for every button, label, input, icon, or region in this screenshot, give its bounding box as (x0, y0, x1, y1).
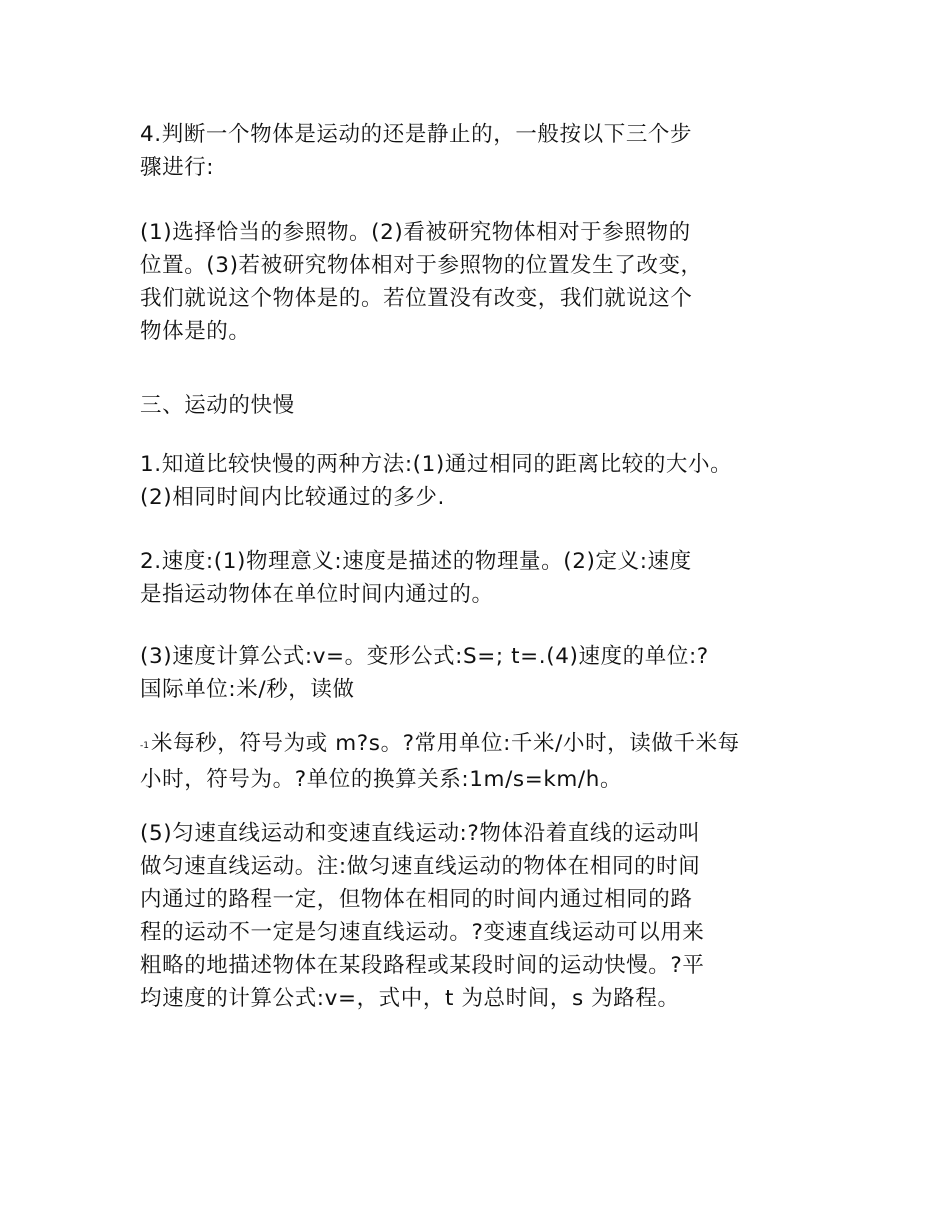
paragraph-uniform-motion (140, 817, 840, 1015)
text-line: 小时，符号为。?单位的换算关系:1m/s=km/h。 (140, 767, 623, 792)
paragraph-speed-definition (140, 545, 840, 611)
text-line: 做匀速直线运动。注:做匀速直线运动的物体在相同的时间 (140, 854, 701, 879)
superscript-prefix: -1 (140, 741, 149, 751)
text-line: 是指运动物体在单位时间内通过的。 (140, 582, 494, 607)
text-line: (1)选择恰当的参照物。(2)看被研究物体相对于参照物的 (140, 220, 691, 245)
text-line: 粗略的地描述物体在某段路程或某段时间的运动快慢。?平 (140, 953, 705, 978)
text-line: 程的运动不一定是匀速直线运动。?变速直线运动可以用来 (140, 920, 705, 945)
text-line: 物体是的。 (140, 319, 251, 344)
paragraph-reference-object-steps (140, 216, 840, 348)
text-line: 位置。(3)若被研究物体相对于参照物的位置发生了改变， (140, 253, 703, 278)
paragraph-compare-methods (140, 448, 840, 514)
text-line: (2)相同时间内比较通过的多少. (140, 485, 445, 510)
text-line: (3)速度计算公式:v=。变形公式:S=; t=.(4)速度的单位:? (140, 644, 709, 669)
text-line: 2.速度:(1)物理意义:速度是描述的物理量。(2)定义:速度 (140, 549, 692, 574)
paragraph-speed-units (140, 727, 840, 796)
section-heading-speed-of-motion (140, 389, 840, 422)
text-line: 1.知道比较快慢的两种方法:(1)通过相同的距离比较的大小。 (140, 452, 733, 477)
text-line: 内通过的路程一定，但物体在相同的时间内通过相同的路 (140, 887, 693, 912)
text-line: (5)匀速直线运动和变速直线运动:?物体沿着直线的运动叫 (140, 821, 701, 846)
text-line: 国际单位:米/秒，读做 (140, 677, 355, 702)
heading-line: 三、运动的快慢 (140, 393, 295, 418)
text-line: 骤进行: (140, 155, 215, 180)
paragraph-motion-judgement-steps (140, 118, 840, 184)
text-line: 米每秒，符号为或 m?s。?常用单位:千米/小时，读做千米每 (150, 731, 740, 756)
text-line: 我们就说这个物体是的。若位置没有改变，我们就说这个 (140, 286, 693, 311)
text-line: 4.判断一个物体是运动的还是静止的，一般按以下三个步 (140, 122, 693, 147)
text-line: 均速度的计算公式:v=，式中，t 为总时间，s 为路程。 (140, 986, 680, 1011)
paragraph-speed-formula (140, 640, 840, 706)
text-line-with-prefix (140, 727, 840, 763)
